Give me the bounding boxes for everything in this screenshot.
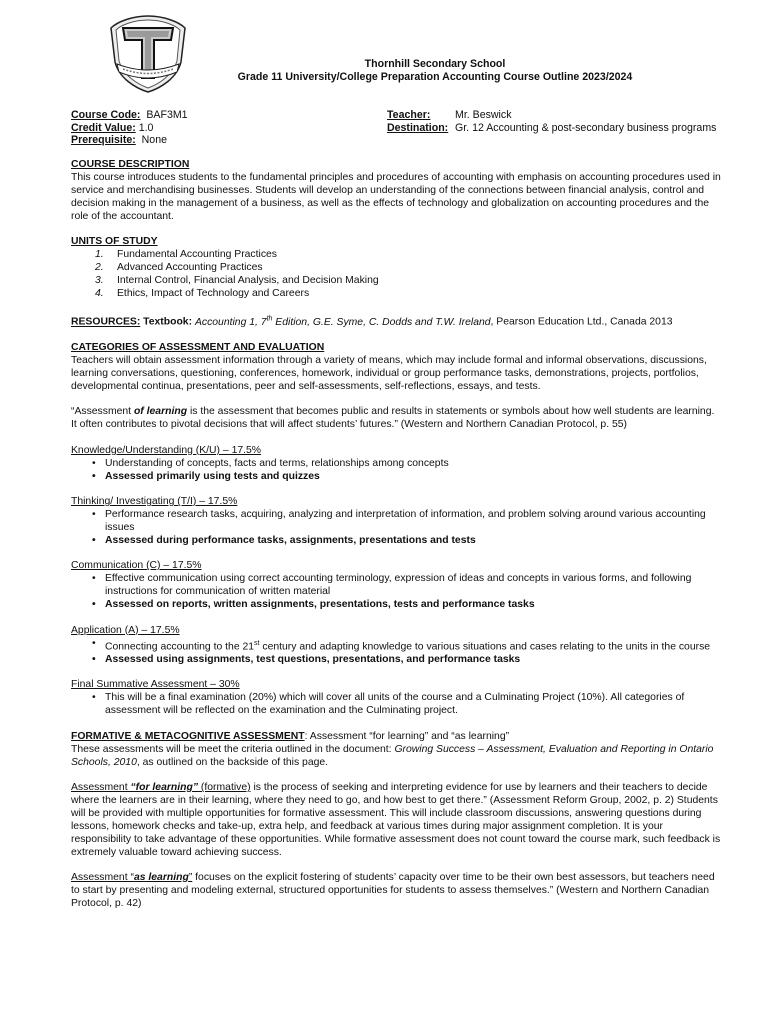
textbook-publisher: , Pearson Education Ltd., Canada 2013 [490, 316, 673, 328]
formative-intro: These assessments will be meet the criteria outlined in the document: Growing Success – Assessment, Evaluation and Reporting in Ontario Schools, 2010, as outlined on the backside of this page. [71, 743, 714, 768]
growing-success-doc: Growing Success – Assessment, Evaluation and Reporting in Ontario Schools, 2010 [71, 743, 714, 768]
unit-item: 3. Internal Control, Financial Analysis, and Decision Making [95, 274, 379, 286]
bullet-item: • Effective communication using correct accounting terminology, expression of ideas and concepts in various forms, and following instructions for communication of written material [71, 573, 723, 599]
assessment-as-learning-text: Assessment “as learning” focuses on the explicit fostering of students’ capacity over time to be their own best assessors, but teachers need to start by presenting and modeling external, structured opportunities for students to assess themselves.” (Western and Northern Canadian Protocol, p. 42) [71, 872, 715, 909]
ti-bullets [71, 509, 723, 548]
assessment-of-learning-text: “Assessment of learning is the assessment that becomes public and results in statements or symbols about how well students are learning. It often contributes to pivotal decisions that will affect students’ futures.” (Western and Northern Canadian Protocol, p. 55) [71, 406, 715, 431]
unit-item: 1. Fundamental Accounting Practices [95, 249, 277, 261]
formative-heading: FORMATIVE & METACOGNITIVE ASSESSMENT [71, 730, 305, 742]
bullet-item: • Assessed during performance tasks, assignments, presentations and tests [71, 535, 723, 548]
bullet-item: • Assessed on reports, written assignments, presentations, tests and performance tasks [71, 599, 723, 612]
course-description-heading: COURSE DESCRIPTION [71, 159, 190, 170]
credit-value-label: Credit Value: [71, 121, 136, 134]
units-list [71, 249, 723, 301]
bullet-item: • Assessed using assignments, test questions, presentations, and performance tasks [71, 654, 723, 667]
assessment-intro: Teachers will obtain assessment information through a variety of means, which may include formal and informal observations, discussions, learning conversations, questioning, conferences, homework, individual or group performance tasks, demonstrations, projects, portfolios, developmental continua, presentations, peer and self-assessments, self-reflections, essays, and tests. [71, 355, 707, 392]
textbook-label: Textbook: [143, 316, 193, 328]
comm-category-title: Communication (C) – 17.5% [71, 560, 202, 572]
school-name: Thornhill Secondary School [364, 58, 506, 70]
app-bullets [71, 638, 723, 667]
prerequisite-label: Prerequisite: [71, 134, 136, 147]
unit-item: 2. Advanced Accounting Practices [95, 261, 263, 273]
ku-category-title: Knowledge/Understanding (K/U) – 17.5% [71, 444, 262, 456]
bullet-item: • Assessed primarily using tests and quizzes [71, 471, 723, 484]
teacher-info [387, 109, 716, 134]
destination-label: Destination: [387, 121, 449, 134]
ku-bullets [71, 458, 723, 484]
course-description-text: This course introduces students to the fundamental principles and procedures of accounting with emphasis on accounting procedures used in service and merchandising businesses. Students will develop an understanding of the connections between financial analysis, control and decision making in the management of a business, as well as the effects of technology and globalization on accounting procedures and the role of the accountant. [71, 171, 721, 222]
teacher-label: Teacher: [387, 109, 431, 121]
course-code-value: BAF3M1 [146, 109, 188, 121]
unit-item: 4. Ethics, Impact of Technology and Careers [95, 287, 310, 299]
resources-line [71, 313, 723, 329]
course-outline-title: Grade 11 University/College Preparation Accounting Course Outline 2023/2024 [237, 70, 633, 83]
teacher-value: Mr. Beswick [455, 109, 512, 121]
assessment-for-learning-text: Assessment “for learning” (formative) is the process of seeking and interpreting evidence for use by learners and their teachers to decide where the learners are in their learning, where they need to go, and how best to get there.” (Assessment Reform Group, 2002, p. 2) Students will be provided with multiple opportunities for formative assessment. This will include classroom discussions, answering questions during lessons, homework checks and take-up, extra help, and feedback at various times during major assignment completion. It is your responsibility to take advantage of these opportunities. While formative assessment does not count toward the course mark, such feedback is extremely valuable toward achieving success. [71, 782, 721, 858]
ti-category-title: Thinking/ Investigating (T/I) – 17.5% [71, 496, 238, 508]
units-heading: UNITS OF STUDY [71, 236, 158, 248]
document-body [71, 159, 723, 911]
resources-label: RESOURCES: [71, 316, 141, 328]
bullet-item: • Connecting accounting to the 21st century and adapting knowledge to various situations and cases relating to the units in the course [71, 638, 723, 654]
destination-value: Gr. 12 Accounting & post-secondary business programs [455, 121, 717, 134]
formative-heading-line: FORMATIVE & METACOGNITIVE ASSESSMENT: Assessment “for learning” and “as learning” [71, 730, 510, 742]
comm-bullets [71, 573, 723, 612]
prerequisite-value: None [141, 134, 167, 147]
bullet-item: • Understanding of concepts, facts and terms, relationships among concepts [71, 458, 723, 471]
credit-value: 1.0 [138, 121, 154, 134]
document-header [150, 58, 720, 83]
final-category-title: Final Summative Assessment – 30% [71, 679, 240, 691]
bullet-item: • This will be a final examination (20%) which will cover all units of the course and a Culminating Project (10%). All categories of assessment will be reflected on the examination and the Culminating project. [71, 692, 723, 718]
assessment-heading: CATEGORIES OF ASSESSMENT AND EVALUATION [71, 342, 325, 354]
course-info [71, 109, 188, 147]
app-category-title: Application (A) – 17.5% [71, 624, 180, 636]
bullet-item: • Performance research tasks, acquiring, analyzing and interpretation of information, and problem solving around various accounting issues [71, 509, 723, 535]
textbook-title: Accounting 1, 7th Edition, G.E. Syme, C. Dodds and T.W. Ireland [194, 315, 491, 328]
final-bullets [71, 692, 723, 718]
course-code-label: Course Code: [71, 109, 141, 121]
